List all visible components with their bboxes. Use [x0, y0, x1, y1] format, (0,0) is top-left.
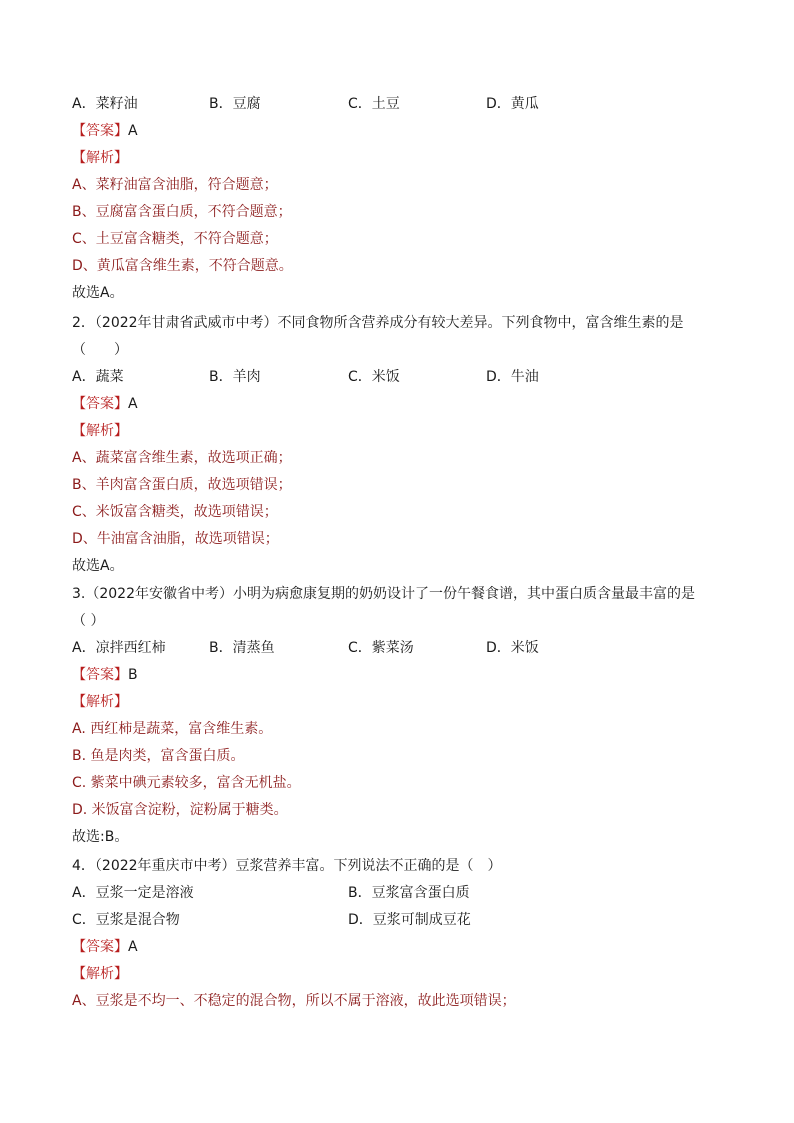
q2-analysis-line: C、米饭富含糖类，故选项错误；	[72, 504, 278, 520]
answer-value: A	[128, 939, 138, 955]
q2-stem-bracket: （ ）	[72, 342, 128, 358]
q2-option-c: C．米饭	[348, 369, 400, 385]
q1-analysis-line: C、土豆富含糖类，不符合题意；	[72, 231, 278, 247]
q3-analysis-label: 【解析】	[72, 694, 128, 710]
answer-value: A	[128, 396, 138, 412]
q3-option-a: A．凉拌西红柿	[72, 640, 166, 656]
q2-option-b: B．羊肉	[209, 369, 261, 385]
q3-analysis-line: B. 鱼是肉类，富含蛋白质。	[72, 748, 245, 764]
answer-value: A	[128, 123, 138, 139]
q3-stem: 3.（2022年安徽省中考）小明为病愈康复期的奶奶设计了一份午餐食谱，其中蛋白质含量最丰富的是	[72, 586, 695, 602]
q3-option-c: C．紫菜汤	[348, 640, 414, 656]
q4-option-b: B．豆浆富含蛋白质	[348, 885, 470, 901]
q2-analysis-label: 【解析】	[72, 423, 128, 439]
q1-analysis-line: B、豆腐富含蛋白质，不符合题意；	[72, 204, 292, 220]
q4-option-a: A．豆浆一定是溶液	[72, 885, 194, 901]
q2-answer	[72, 394, 734, 414]
q3-stem-bracket: （ ）	[72, 613, 105, 629]
q2-option-d: D．牛油	[486, 369, 539, 385]
q2-analysis-line: B、羊肉富含蛋白质，故选项错误；	[72, 477, 292, 493]
q3-option-d: D．米饭	[486, 640, 539, 656]
q1-analysis-line: D、黄瓜富含维生素，不符合题意。	[72, 258, 293, 274]
answer-label: 【答案】	[72, 667, 128, 683]
q3-analysis-line: C. 紫菜中碘元素较多，富含无机盐。	[72, 775, 301, 791]
q3-answer	[72, 665, 734, 685]
q1-analysis-label: 【解析】	[72, 150, 128, 166]
q1-conclusion: 故选A。	[72, 285, 124, 301]
q1-analysis-line: A、菜籽油富含油脂，符合题意；	[72, 177, 278, 193]
q3-analysis-line: A. 西红柿是蔬菜，富含维生素。	[72, 721, 273, 737]
q2-analysis-line: A、蔬菜富含维生素，故选项正确；	[72, 450, 292, 466]
q4-stem: 4．（2022年重庆市中考）豆浆营养丰富。下列说法不正确的是（ ）	[72, 858, 502, 874]
q4-option-c: C．豆浆是混合物	[72, 912, 180, 928]
q1-option-a: A．菜籽油	[72, 96, 138, 112]
q1-option-b: B．豆腐	[209, 96, 261, 112]
q3-option-b: B．清蒸鱼	[209, 640, 275, 656]
answer-value: B	[128, 667, 138, 683]
q3-analysis-line: D. 米饭富含淀粉，淀粉属于糖类。	[72, 802, 288, 818]
answer-label: 【答案】	[72, 396, 128, 412]
q4-option-d: D．豆浆可制成豆花	[348, 912, 471, 928]
answer-label: 【答案】	[72, 939, 128, 955]
q1-option-d: D．黄瓜	[486, 96, 539, 112]
q4-answer	[72, 937, 734, 957]
answer-label: 【答案】	[72, 123, 128, 139]
q2-stem: 2．（2022年甘肃省武威市中考）不同食物所含营养成分有较大差异。下列食物中，富含维生素的是	[72, 315, 684, 331]
q1-answer	[72, 121, 734, 141]
q2-option-a: A．蔬菜	[72, 369, 124, 385]
q2-analysis-line: D、牛油富含油脂，故选项错误；	[72, 531, 279, 547]
q1-option-c: C．土豆	[348, 96, 400, 112]
q3-conclusion: 故选:B。	[72, 829, 129, 845]
q4-analysis-line: A、豆浆是不均一、不稳定的混合物，所以不属于溶液，故此选项错误；	[72, 993, 516, 1009]
q4-analysis-label: 【解析】	[72, 966, 128, 982]
q2-conclusion: 故选A。	[72, 558, 124, 574]
